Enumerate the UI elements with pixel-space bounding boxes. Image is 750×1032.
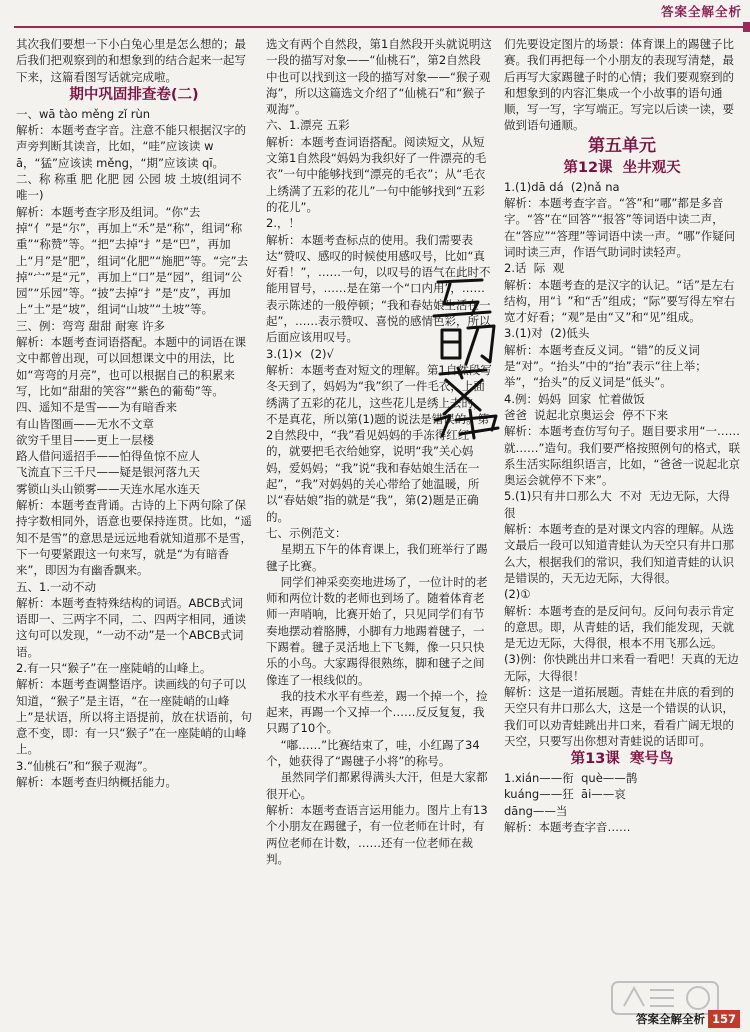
explanation: 解析：本题考查仿写句子。题目要求用“一……就……”造句。我们要严格按照例句的格式，联系生活实际组织语言，比如，“爸爸一说起北京奥运会就停不下来”。 bbox=[504, 424, 740, 488]
answer-item: 五、1.一动不动 bbox=[16, 579, 96, 594]
header-tag: 答案全解全析 bbox=[660, 4, 742, 19]
unit-title: 第五单元 bbox=[588, 135, 656, 156]
lesson-title-12: 第12课 坐井观天 bbox=[563, 159, 681, 176]
answer-item: 三、例：弯弯 甜甜 耐寒 许多 bbox=[16, 318, 165, 333]
page-footer bbox=[636, 1010, 740, 1028]
explanation: 解析：这是一道拓展题。青蛙在井底的看到的天空只有井口那么大，这是一个错误的认识，我们可以劝青蛙跳出井口来，看看广阔无垠的天空，只要写出你想对青蛙说的话即可。 bbox=[504, 684, 734, 748]
explanation: 解析：本题考查归纳概括能力。 bbox=[16, 775, 177, 790]
explanation: 解析：本题考查词语搭配。阅读短文，从短文第1自然段“妈妈为我织好了一件漂亮的毛衣”一句中能够找到“漂亮的毛衣”；从“毛衣上绣满了五彩的花儿”一句中能够找到“五彩的花儿”。 bbox=[266, 134, 487, 214]
explanation: 解析：本题考查词语搭配。本题中的词语在课文中都曾出现，可以回想课文中的用法，比如“弯弯的月亮”，也可以根据自己的积累来写，比如“甜甜的笑容”“紫色的葡萄”等。 bbox=[16, 335, 246, 398]
answer-item: 1.(1)dā dá (2)nǎ na bbox=[504, 179, 620, 194]
explanation: 解析：本题考查的是对课文内容的理解。从选文最后一段可以知道青蛙认为天空只有井口那么大，根据我们的常识，我们知道青蛙的认识是错误的，天无边无际，大得很。 bbox=[504, 522, 734, 585]
answer-item: 四、遥知不是雪——为有暗香来 有山皆图画——无水不文章 欲穷千里目——更上一层楼 路人借问遥招手——怕得鱼惊不应人 飞流直下三千尺——疑是银河落九天 雾锁山头山锁雾——天连水尾水连天 bbox=[16, 400, 200, 496]
explanation: 解析：本题考查特殊结构的词语。ABCB式词语即一、三两字不同，二、四两字相同，通读这句可以发现，“一动不动”是一个ABCB式词语。 bbox=[16, 595, 246, 659]
answer-item: 3.(1)× (2)√ bbox=[266, 346, 334, 361]
answer-item: 4.例：妈妈 回家 忙着做饭 爸爸 说起北京奥运会 停不下来 bbox=[504, 391, 669, 422]
page-number: 157 bbox=[708, 1010, 740, 1028]
essay-paragraph: “嘟……”比赛结束了，哇，小红踢了34个，她获得了“踢毽子小将”的称号。 bbox=[266, 737, 480, 769]
answer-item: 3.“仙桃石”和“猴子观海”。 bbox=[16, 758, 155, 773]
answer-item: 5.(1)只有井口那么大 不对 无边无际，大得很 bbox=[504, 489, 730, 520]
lesson-title-13: 第13课 寒号鸟 bbox=[570, 751, 674, 768]
explanation: 解析：本题考查对短文的理解。第1自然段写冬天到了，妈妈为“我”织了一件毛衣，上面绣满了五彩的花儿，这些花儿是绣上去的，不是真花，所以第(1)题的说法是错误的。第2自然段中，“我”看见妈妈的手冻得红红的，就要把毛衣给她穿，说明“我”关心妈妈，爱妈妈；“我”说“我和春姑娘生活在一起”，“我”对妈妈的关心带给了她温暖，所以“春姑娘”指的就是“我”，第(2)题是正确的。 bbox=[266, 362, 492, 524]
explanation: 解析：本题考查标点的使用。我们需要表达“赞叹、感叹的时候使用感叹号，比如“真好看！”，……一句，以叹号的语气在此时不能用冒号，……是在第一个“口内用”，……表示陈述的一般停顿；“我和春姑娘生活在一起”，……表示赞叹、喜悦的感情色彩，所以后面应该用叹号。 bbox=[266, 232, 491, 345]
answer-column-2 bbox=[266, 36, 492, 1026]
answer-item: 一、wā tào měng zǐ rùn bbox=[16, 106, 151, 121]
header-divider bbox=[14, 26, 750, 28]
paragraph: 选文有两个自然段，第1自然段开头就说明这一段的描写对象——“仙桃石”，第2自然段中也可以找到这一段的描写对象——“猴子观海”，所以这篇选文介绍了“仙桃石”和“猴子观海”。 bbox=[266, 37, 492, 117]
answer-item: (3)例：你快跳出井口来看一看吧！天真的无边无际，大得很！ bbox=[504, 652, 739, 683]
paragraph: 其次我们要想一下小白兔心里是怎么想的；最后我们把观察到的和想象到的结合起来一起写下来，这篇看图写话就完成啦。 bbox=[16, 37, 246, 84]
explanation: 解析：本题考查字音…… bbox=[504, 820, 631, 835]
section-title-midterm-review: 期中巩固排查卷(二) bbox=[69, 86, 199, 103]
answer-item: 六、1.漂亮 五彩 bbox=[266, 118, 350, 133]
explanation: 解析：本题考查语言运用能力。图片上有13个小朋友在踢毽子，有一位老师在计时，有两位老师在计数，……还有一位老师在裁判。 bbox=[266, 802, 488, 866]
answer-item: 1.xián——衔 què——鹊 kuáng——狂 āi——哀 dāng——当 bbox=[504, 771, 638, 818]
paragraph: 们先要设定图片的场景：体育课上的踢毽子比赛。我们再把每一个小朋友的表现写清楚，最后再写大家踢毽子时的心情；我们要观察到的和想象到的内容汇集成一个小故事的语句通顺，写一写，字写端正。写完以后读一读，要做到语句通顺。 bbox=[504, 37, 734, 133]
explanation: 解析：本题考查的是反问句。反问句表示肯定的意思。即，从青蛙的话，我们能发现，天就是无边无际，大得很，根本不用飞那么远。 bbox=[504, 603, 734, 651]
explanation: 解析：本题考查字音。“答”和“哪”都是多音字。“答”在“回答”“报答”等词语中读二声，在“答应”“答理”等词语中读一声。“哪”作疑问词时读三声，作语气助词时读轻声。 bbox=[504, 196, 736, 259]
footer-label: 答案全解全析 bbox=[635, 1012, 705, 1026]
explanation: 解析：本题考查反义词。“错”的反义词是“对”。“抬头”中的“抬”表示“往上举；举”，“抬头”的反义词是“低头”。 bbox=[504, 342, 707, 390]
answer-item: 二、称 称重 肥 化肥 园 公园 坡 土坡(组词不唯一) bbox=[16, 172, 242, 203]
answer-column-1 bbox=[16, 36, 252, 1026]
explanation: 解析：本题考查的是汉字的认记。“话”是左右结构，用“讠”和“舌”组成；“际”要写得左窄右宽才好看；“观”是由“又”和“见”组成。 bbox=[504, 277, 736, 325]
answer-item: (2)① bbox=[504, 587, 531, 602]
essay-paragraph: 同学们神采奕奕地进场了，一位计时的老师和两位计数的老师也到场了。随着体育老师一声哨响，比赛开始了，只见同学们有节奏地摆动着胳膊，小脚有力地踢着毽子，一下踢着。毽子灵活地上下飞舞，像一只只快乐的小鸟。大家踢得很熟练，脚和毽子之间像连了一根线似的。 bbox=[266, 574, 488, 687]
answer-item: 3.(1)对 (2)低头 bbox=[504, 326, 590, 341]
page-edge-mark bbox=[743, 22, 750, 32]
explanation: 解析：本题考查字形及组词。“你”去掉“亻”是“尔”，再加上“禾”是“称”，组词“称重”“称赞”等。“把”去掉“扌”是“巴”，再加上“月”是“肥”，组词“化肥”“施肥”等。“完”去掉“宀”是“元”，再加上“口”是“园”，组词“公园”“乐园”等。“披”去掉“扌”是“皮”，再加上“土”是“坡”，组词“山坡”“土坡”等。 bbox=[16, 204, 249, 317]
answer-item: 2.话 际 观 bbox=[504, 261, 565, 276]
explanation: 解析：本题考查字音。注意不能只根据汉字的声旁判断其读音，比如，“哇”应该读 wā，“猛”应该读 měng，“期”应该读 qī。 bbox=[16, 123, 246, 170]
answer-column-3 bbox=[504, 36, 740, 1026]
answer-item: 2.，！ bbox=[266, 216, 300, 231]
essay-paragraph: 虽然同学们都累得满头大汗，但是大家都很开心。 bbox=[266, 770, 488, 801]
explanation: 解析：本题考查背诵。古诗的上下两句除了保持字数相同外，语意也要保持连贯。比如，“遥知不是雪”的意思是远远地看就知道那不是雪，下一句要紧跟这一句来写，就是“为有暗香来”，即因为有幽香飘来。 bbox=[16, 498, 252, 578]
answer-item: 七、示例范文： bbox=[266, 525, 347, 540]
explanation: 解析：本题考查调整语序。读画线的句子可以知道，“猴子”是主语，“在一座陡峭的山峰上”是状语，所以将主语提前，放在状语前，句意不变，即：有一只“猴子”在一座陡峭的山峰上。 bbox=[16, 677, 252, 757]
essay-paragraph: 星期五下午的体育课上，我们班举行了踢毽子比赛。 bbox=[266, 542, 488, 573]
answer-item: 2.有一只“猴子”在一座陡峭的山峰上。 bbox=[16, 660, 212, 675]
essay-paragraph: 我的技术水平有些差，踢一个掉一个，捡起来，再踢一个又掉一个……反反复复，我只踢了10个。 bbox=[266, 688, 488, 736]
